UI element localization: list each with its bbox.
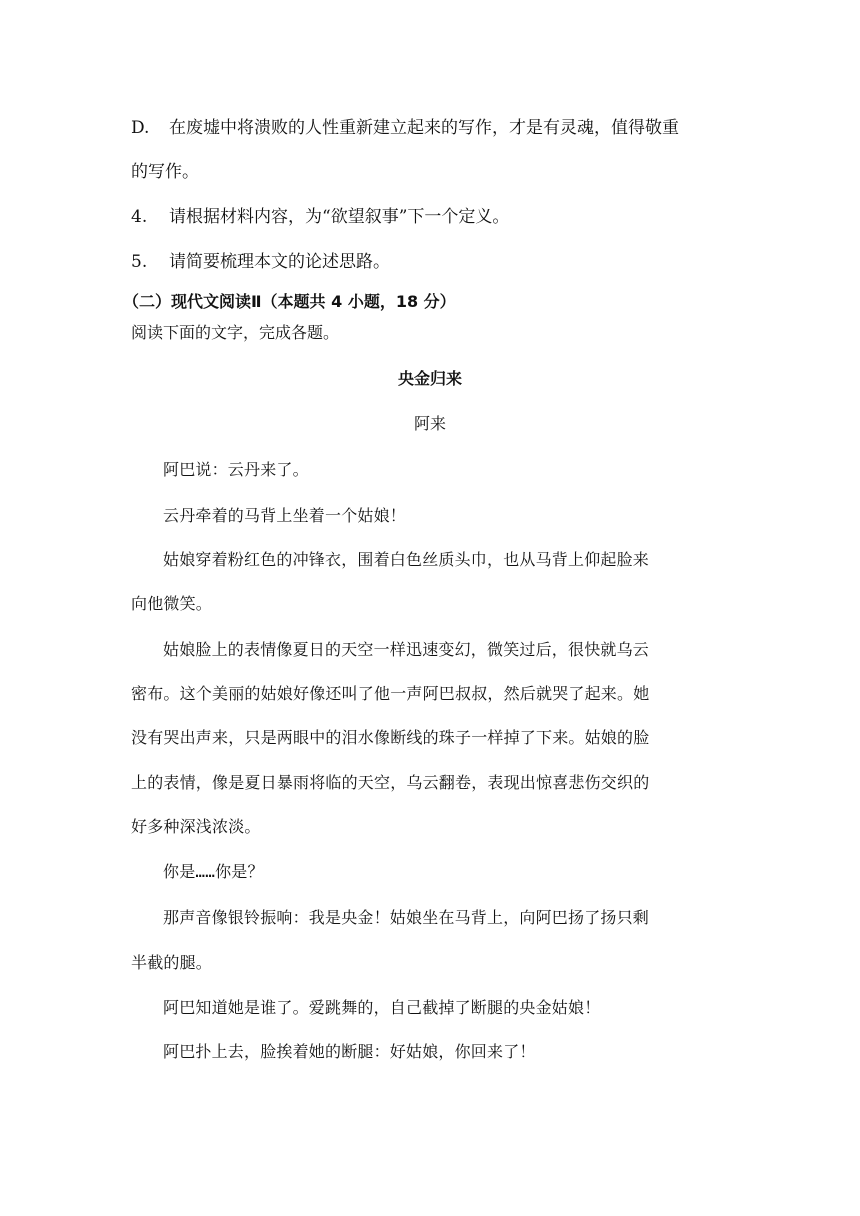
question-text: 请简要梳理本文的论述思路。 — [169, 252, 390, 272]
story-paragraph: 那声音像银铃振响：我是央金！姑娘坐在马背上，向阿巴扬了扬只剩 — [163, 908, 650, 927]
story-paragraph: 云丹牵着的马背上坐着一个姑娘！ — [163, 506, 407, 525]
story-paragraph-continuation: 没有哭出声来，只是两眼中的泪水像断线的珠子一样掉了下来。姑娘的脸 — [131, 728, 650, 747]
story-paragraph-continuation: 上的表情，像是夏日暴雨将临的天空，乌云翻卷，表现出惊喜悲伤交织的 — [131, 773, 650, 792]
story-paragraph: 你是……你是？ — [163, 862, 264, 881]
story-title: 央金归来 — [397, 369, 462, 388]
story-paragraph: 阿巴知道她是谁了。爱跳舞的，自己截掉了断腿的央金姑娘！ — [163, 998, 601, 1017]
option-d — [131, 116, 679, 140]
story-paragraph: 姑娘脸上的表情像夏日的天空一样迅速变幻，微笑过后，很快就乌云 — [163, 640, 650, 659]
option-text: 在废墟中将溃败的人性重新建立起来的写作，才是有灵魂，值得敬重 — [169, 118, 679, 138]
option-letter: D. — [131, 118, 150, 138]
story-paragraph: 阿巴扑上去，脸挨着她的断腿：好姑娘，你回来了！ — [163, 1042, 536, 1061]
question-4 — [131, 205, 509, 229]
story-paragraph: 姑娘穿着粉红色的冲锋衣，围着白色丝质头巾，也从马背上仰起脸来 — [163, 550, 650, 569]
story-paragraph-continuation: 向他微笑。 — [131, 594, 213, 613]
section-instruction: 阅读下面的文字，完成各题。 — [131, 323, 340, 342]
option-d-continuation: 的写作。 — [131, 162, 199, 182]
question-number: 5. — [131, 252, 148, 272]
story-paragraph-continuation: 半截的腿。 — [131, 953, 213, 972]
section-heading: （二）现代文阅读Ⅱ（本题共 4 小题，18 分） — [123, 292, 456, 311]
question-text: 请根据材料内容，为“欲望叙事”下一个定义。 — [169, 207, 510, 227]
question-5 — [131, 250, 390, 274]
story-paragraph: 阿巴说：云丹来了。 — [163, 460, 309, 479]
question-number: 4. — [131, 207, 148, 227]
story-author: 阿来 — [413, 414, 446, 433]
story-paragraph-continuation: 密布。这个美丽的姑娘好像还叫了他一声阿巴叔叔，然后就哭了起来。她 — [131, 684, 650, 703]
story-paragraph-continuation: 好多种深浅浓淡。 — [131, 817, 261, 836]
